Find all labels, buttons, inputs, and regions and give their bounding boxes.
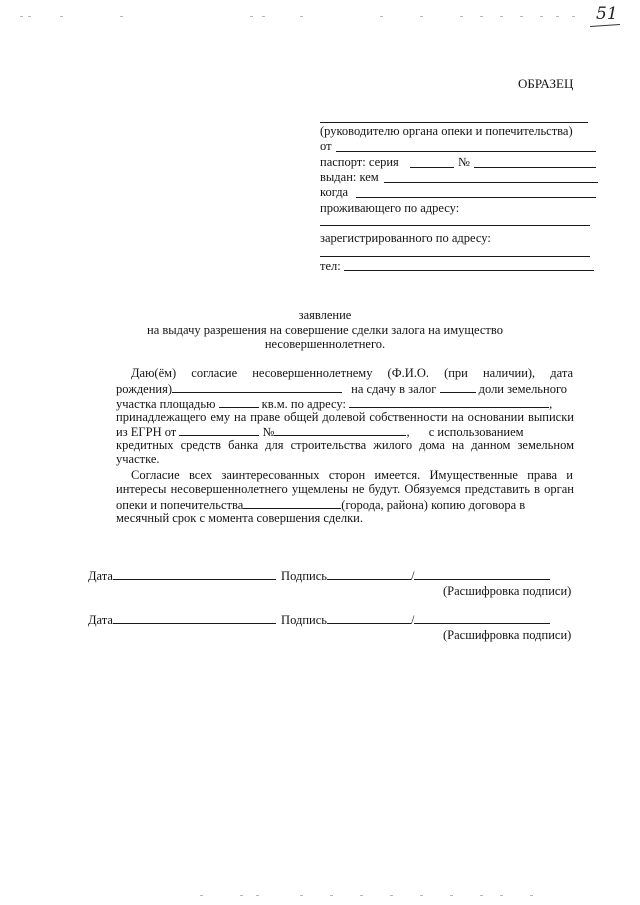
sign-field-2 — [327, 612, 411, 624]
page-number-handwritten: 51 — [596, 4, 618, 24]
issued-when-line — [356, 197, 596, 198]
date-field-2 — [113, 612, 276, 624]
decode-field-1 — [414, 568, 550, 580]
egrn-date-field — [179, 424, 259, 436]
registered-label: зарегистрированного по адресу: — [320, 231, 491, 245]
guardianship-field — [243, 497, 341, 509]
scan-artifact-top — [0, 14, 640, 20]
share-suffix: доли земельного — [478, 382, 568, 396]
area-label: участка площадью — [116, 397, 216, 411]
from-label: от — [320, 139, 332, 153]
date-label-1: Дата — [88, 569, 113, 583]
passport-series-line — [410, 167, 454, 168]
p1-line-2 — [116, 381, 567, 397]
registered-line — [320, 256, 590, 257]
decode-caption-2: (Расшифровка подписи) — [443, 628, 572, 642]
pledge-label: на сдачу в залог — [351, 382, 437, 396]
p1-line-6: кредитных средств банка для строительства жилого дома на данном земельном — [116, 438, 574, 452]
p1-line-7: участке. — [116, 452, 160, 466]
signature-row-1 — [88, 568, 550, 584]
phone-label: тел: — [320, 259, 341, 273]
sample-label: ОБРАЗЕЦ — [518, 76, 574, 91]
from-line — [336, 151, 596, 152]
decode-field-2 — [414, 612, 550, 624]
recipient-line — [320, 122, 588, 123]
title-line-1: заявление — [298, 308, 352, 322]
area-field — [219, 396, 259, 408]
p2-line-2: интересы несовершеннолетнего ущемлены не будут. Обязуемся представить в орган — [116, 482, 574, 496]
residing-label: проживающего по адресу: — [320, 201, 460, 215]
scan-artifact-bottom — [0, 893, 640, 899]
passport-number-sign: № — [458, 155, 470, 169]
p1-line-1: Даю(ём) согласие несовершеннолетнему (Ф.И.О. (при наличии), дата — [131, 366, 573, 380]
egrn-number-field — [274, 424, 406, 436]
issued-when-label: когда — [320, 185, 349, 199]
p2-line-4: месячный срок с момента совершения сделки. — [116, 511, 363, 525]
recipient-caption: (руководителю органа опеки и попечительства) — [320, 124, 573, 138]
slash-2: / — [410, 613, 415, 627]
sign-label-2: Подпись — [281, 613, 327, 627]
passport-series-label: паспорт: серия — [320, 155, 399, 169]
p2-line-1: Согласие всех заинтересованных сторон имеется. Имущественные права и — [131, 468, 573, 482]
decode-caption-1: (Расшифровка подписи) — [443, 584, 572, 598]
date-field-1 — [113, 568, 276, 580]
birth-label: рождения) — [116, 382, 173, 396]
sign-label-1: Подпись — [281, 569, 327, 583]
egrn-label: из ЕГРН от — [116, 425, 177, 439]
city-district-label: (города, района) копию договора в — [341, 498, 526, 512]
share-field — [440, 381, 476, 393]
comma-2: , — [406, 425, 410, 439]
residing-line — [320, 225, 590, 226]
plot-address-field — [349, 396, 549, 408]
sign-field-1 — [327, 568, 411, 580]
title-line-3: несовершеннолетнего. — [264, 337, 386, 351]
date-label-2: Дата — [88, 613, 113, 627]
comma: , — [549, 397, 553, 411]
page-number-underline — [590, 24, 620, 27]
p1-line-4: принадлежащего ему на праве общей долевой собственности на основании выписки — [116, 410, 574, 424]
title-line-2: на выдачу разрешения на совершение сделки залога на имущество — [147, 323, 503, 337]
guardianship-label: опеки и попечительства — [116, 498, 244, 512]
phone-line — [344, 270, 594, 271]
egrn-number-sign: № — [262, 425, 275, 439]
slash-1: / — [410, 569, 415, 583]
signature-row-2 — [88, 612, 550, 628]
issued-by-label: выдан: кем — [320, 170, 379, 184]
issued-by-line — [384, 182, 598, 183]
passport-number-line — [474, 167, 596, 168]
address-label: кв.м. по адресу: — [261, 397, 346, 411]
birth-field — [172, 381, 342, 393]
using-label: с использованием — [428, 425, 524, 439]
